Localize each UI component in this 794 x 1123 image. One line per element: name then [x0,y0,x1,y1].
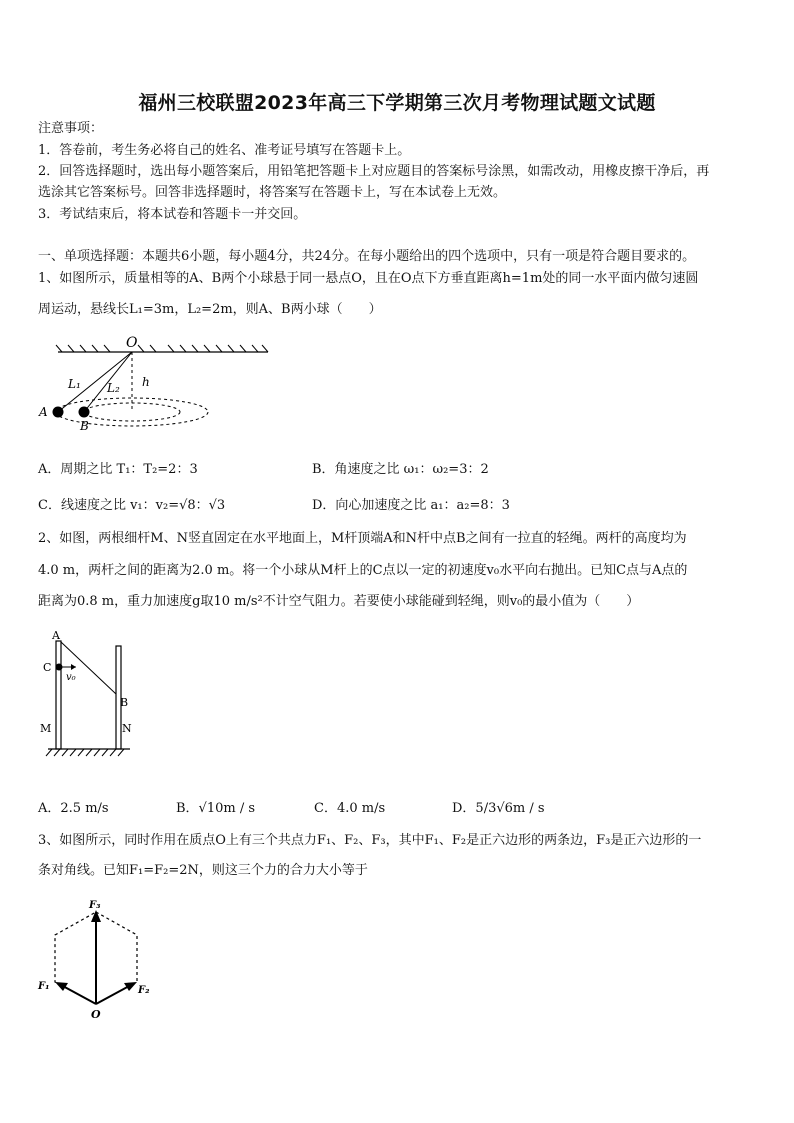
q2-stem-line2: 4.0 m，两杆之间的距离为2.0 m。将一个小球从M杆上的C点以一定的初速度v₀水平向右抛出。已知C点与A点的 [38,563,688,578]
q2-option-b[interactable]: B．√10m / s [176,801,256,816]
q1-option-d[interactable]: D．向心加速度之比 a₁：a₂=8：3 [312,498,510,513]
q2-label-A: A [52,629,60,642]
q1-stem-line2: 周运动，悬线长L₁=3m，L₂=2m，则A、B两小球（ ） [38,302,382,317]
q2-label-N: N [122,722,132,735]
q1-label-L2: L₂ [107,381,120,395]
q2-label-B: B [120,696,129,709]
q3-figure [34,892,164,1024]
q2-option-a[interactable]: A．2.5 m/s [38,801,109,816]
q2-stem-line1: 2、如图，两根细杆M、N竖直固定在水平地面上，M杆顶端A和N杆中点B之间有一拉直的轻绳。两杆的高度均为 [38,531,687,546]
notice-item-1: 1．答卷前，考生务必将自己的姓名、准考证号填写在答题卡上。 [38,143,411,158]
q1-option-b[interactable]: B．角速度之比 ω₁：ω₂=3：2 [312,462,489,477]
q1-option-a[interactable]: A．周期之比 T₁：T₂=2：3 [38,462,198,477]
q3-label-O: O [91,1008,101,1021]
q2-label-M: M [40,722,52,735]
q1-label-O: O [126,335,138,351]
q3-label-F3: F₃ [89,900,101,911]
q1-label-h: h [142,375,150,389]
q2-figure [36,628,146,764]
section-heading: 一、单项选择题：本题共6小题，每小题4分，共24分。在每小题给出的四个选项中，只有一项是符合题目要求的。 [38,249,696,264]
q2-option-c[interactable]: C．4.0 m/s [314,801,386,816]
q1-label-L1: L₁ [68,377,81,391]
notice-item-3: 3．考试结束后，将本试卷和答题卡一并交回。 [38,207,307,222]
q1-stem-line1: 1、如图所示，质量相等的A、B两个小球悬于同一悬点O，且在O点下方垂直距离h=1m处的同一水平面内做匀速圆 [38,271,699,286]
q3-stem-line2: 条对角线。已知F₁=F₂=2N，则这三个力的合力大小等于 [38,863,368,878]
notice-heading: 注意事项： [38,121,104,136]
q1-figure [34,334,304,434]
q1-label-B: B [80,419,89,433]
page-title: 福州三校联盟2023年高三下学期第三次月考物理试题文试题 [138,92,656,114]
q1-label-A: A [39,405,48,419]
q3-label-F2: F₂ [138,985,150,996]
notice-item-2-cont: 选涂其它答案标号。回答非选择题时，将答案写在答题卡上，写在本试卷上无效。 [38,185,507,200]
q1-option-c[interactable]: C．线速度之比 v₁：v₂=√8：√3 [38,498,226,513]
notice-item-2: 2．回答选择题时，选出每小题答案后，用铅笔把答题卡上对应题目的答案标号涂黑，如需改动，用橡皮擦干净后，再 [38,164,710,179]
q2-option-d[interactable]: D．5/3√6m / s [452,801,545,816]
q3-stem-line1: 3、如图所示，同时作用在质点O上有三个共点力F₁、F₂、F₃，其中F₁、F₂是正六边形的两条边，F₃是正六边形的一 [38,833,702,848]
q3-label-F1: F₁ [38,981,50,992]
q2-label-C: C [43,661,52,674]
q2-stem-line3: 距离为0.8 m，重力加速度g取10 m/s²不计空气阻力。若要使小球能碰到轻绳，则v₀的最小值为（ ） [38,594,640,609]
q2-label-v0: v₀ [66,672,76,683]
